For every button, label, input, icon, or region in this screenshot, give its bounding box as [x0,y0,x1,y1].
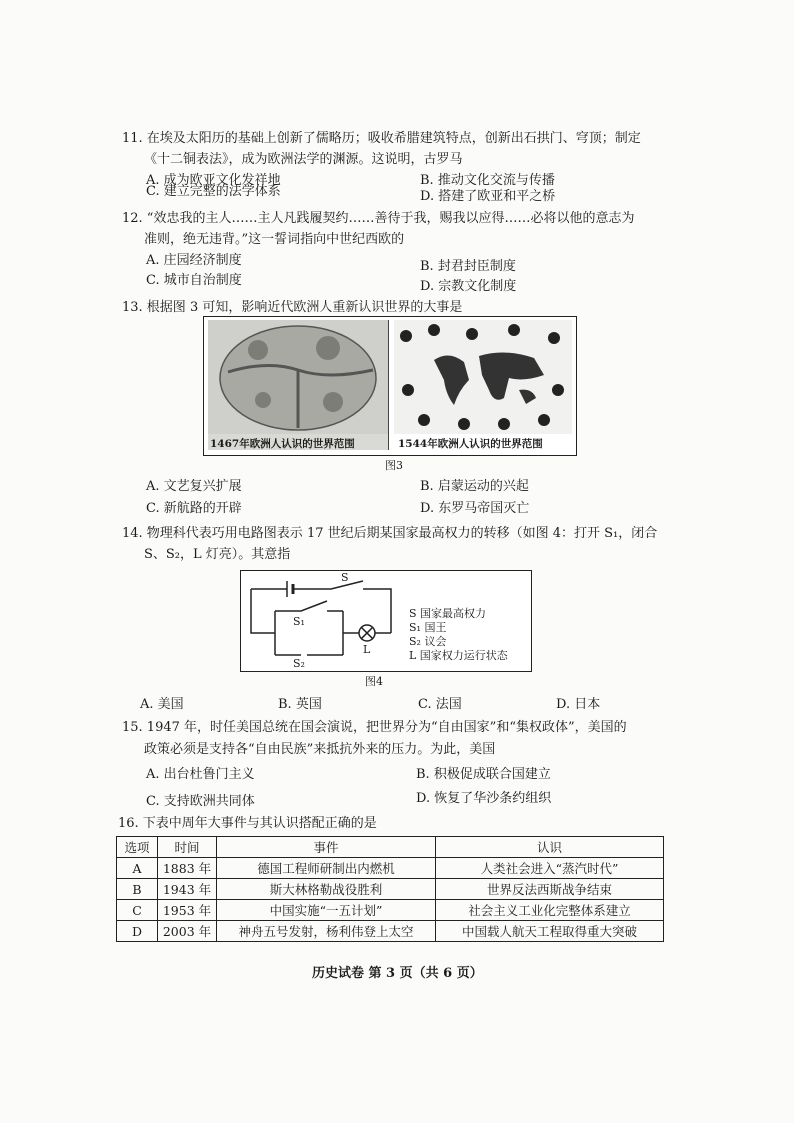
figure-3-label: 图3 [385,459,403,472]
header-understanding: 认识 [436,837,664,858]
map-1467-drawing [208,320,388,434]
legend-s1: S₁ 国王 [409,621,447,634]
q13-stem: 13. 根据图 3 可知，影响近代欧洲人重新认识世界的大事是 [122,300,463,315]
row-d-time: 2003 年 [158,921,217,942]
q14-option-c: C. 法国 [418,697,462,712]
q16-stem: 16. 下表中周年大事件与其认识搭配正确的是 [118,816,377,831]
row-a-understanding: 人类社会进入“蒸汽时代” [436,858,664,879]
q12-option-d: D. 宗教文化制度 [420,279,517,294]
q14-option-b: B. 英国 [278,697,322,712]
q11-option-a: A. 成为欧亚文化发祥地 [146,173,281,188]
q11-option-d: D. 搭建了欧亚和平之桥 [420,189,556,204]
row-b-event: 斯大林格勒战役胜利 [217,879,436,900]
q13-option-a: A. 文艺复兴扩展 [146,479,242,494]
row-c-event: 中国实施“一五计划” [217,900,436,921]
header-event: 事件 [217,837,436,858]
circuit-label-s2: S₂ [293,657,305,670]
caption-1544: 1544年欧洲人认识的世界范围 [398,438,543,450]
row-c-understanding: 社会主义工业化完整体系建立 [436,900,664,921]
q15-option-b: B. 积极促成联合国建立 [416,767,551,782]
row-a-time: 1883 年 [158,858,217,879]
q15-option-c: C. 支持欧洲共同体 [146,794,255,809]
row-d-option: D [117,921,158,942]
legend-s2: S₂ 议会 [409,635,447,648]
q15-stem-line1: 15. 1947 年，时任美国总统在国会演说，把世界分为“自由国家”和“集权政体”，美国的 [122,720,627,735]
table-row [117,900,664,921]
row-b-time: 1943 年 [158,879,217,900]
q14-stem-line2: S、S₂，L 灯亮）。其意指 [144,547,291,562]
q14-option-d: D. 日本 [556,697,601,712]
q15-stem-line2: 政策必须是支持各“自由民族”来抵抗外来的压力。为此，美国 [144,742,496,757]
table-row [117,921,664,942]
q11-stem-line2: 《十二铜表法》，成为欧洲法学的渊源。这说明，古罗马 [144,152,463,167]
q11-option-c: C. 建立完整的法学体系 [146,184,281,199]
map-1467 [208,320,389,450]
legend-s: S 国家最高权力 [409,607,487,620]
q12-option-b: B. 封君封臣制度 [420,259,516,274]
q12-stem-line2: 准则，绝无违背。”这一誓词指向中世纪西欧的 [144,232,405,247]
row-d-understanding: 中国载人航天工程取得重大突破 [436,921,664,942]
q13-option-d: D. 东罗马帝国灭亡 [420,501,530,516]
q12-option-c: C. 城市自治制度 [146,273,242,288]
table-row [117,879,664,900]
header-option: 选项 [117,837,158,858]
q16-table [116,836,664,942]
row-a-option: A [117,858,158,879]
row-b-understanding: 世界反法西斯战争结束 [436,879,664,900]
row-d-event: 神舟五号发射，杨利伟登上太空 [217,921,436,942]
q15-option-a: A. 出台杜鲁门主义 [146,767,255,782]
map-1544 [394,320,572,450]
figure-4-circuit [240,570,532,672]
q13-option-c: C. 新航路的开辟 [146,501,242,516]
figure-4-label: 图4 [365,675,383,688]
q11-option-b: B. 推动文化交流与传播 [420,173,555,188]
circuit-label-l: L [363,643,371,656]
map-1544-drawing [394,320,572,434]
q14-option-a: A. 美国 [140,697,184,712]
q11-stem-line1: 11. 在埃及太阳历的基础上创新了儒略历；吸收希腊建筑特点，创新出石拱门、穹顶；制定 [122,131,641,146]
circuit-label-s1: S₁ [293,615,305,628]
q13-option-b: B. 启蒙运动的兴起 [420,479,529,494]
caption-1467: 1467年欧洲人认识的世界范围 [210,438,355,450]
q15-option-d: D. 恢复了华沙条约组织 [416,791,552,806]
row-c-option: C [117,900,158,921]
row-c-time: 1953 年 [158,900,217,921]
circuit-label-s: S [341,571,349,584]
figure-3 [203,316,577,456]
table-header-row [117,837,664,858]
q12-option-a: A. 庄园经济制度 [146,253,242,268]
header-time: 时间 [158,837,217,858]
legend-l: L 国家权力运行状态 [409,649,508,662]
q12-stem-line1: 12. “效忠我的主人……主人凡践履契约……善待于我，赐我以应得……必将以他的意志为 [122,211,635,226]
row-a-event: 德国工程师研制出内燃机 [217,858,436,879]
page-footer: 历史试卷 第 3 页（共 6 页） [312,966,483,981]
q14-stem-line1: 14. 物理科代表巧用电路图表示 17 世纪后期某国家最高权力的转移（如图 4：打开 S₁，闭合 [122,526,658,541]
table-row [117,858,664,879]
row-b-option: B [117,879,158,900]
